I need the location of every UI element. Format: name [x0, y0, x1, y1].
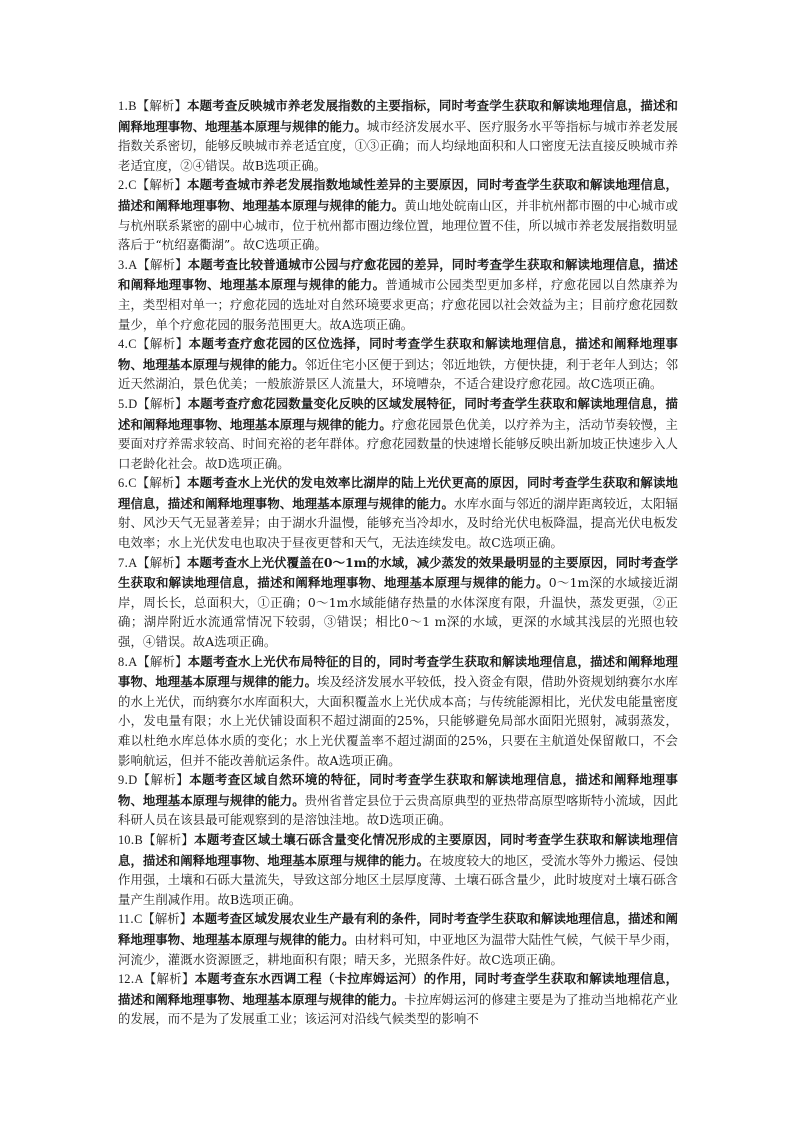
- question-number: 1: [118, 99, 125, 113]
- answer-letter: C: [128, 178, 137, 193]
- item-head: 本题考查比较普通城市公园与疗愈花园的差异，同时考查学生获取和解读地理信息，描述和阐释地理事物、地理基本原理与规律的能力。: [118, 256, 678, 293]
- answer-item-3: 3.A【解析】本题考查比较普通城市公园与疗愈花园的差异，同时考查学生获取和解读地理信息，描述和阐释地理事物、地理基本原理与规律的能力。普通城市公园类型更加多样，疗愈花园以自然康养为主，类型相对单一；疗愈花园的选址对自然环境要求更高；疗愈花园以社会效益为主；目前疗愈花园数量少，单个疗愈花园的服务范围更大。故A选项正确。: [118, 256, 678, 332]
- item-body: 卡拉库姆运河的修建主要是为了推动当地棉花产业的发展，而不是为了发展重工业；该运河对沿线气候类型的影响不: [118, 991, 678, 1027]
- question-number: 8: [118, 654, 125, 669]
- question-number: 2: [118, 178, 125, 193]
- question-number: 9: [118, 773, 125, 788]
- analysis-tag: 【解析】: [143, 971, 195, 987]
- item-head: 本题考查水上光伏覆盖在0～1m的水域，减少蒸发的效果最明显的主要原因，同时考查学生获取和解读地理信息，描述和阐释地理事物、地理基本原理与规律的能力。: [118, 554, 679, 591]
- analysis-tag: 【解析】: [137, 772, 190, 788]
- question-number: 11: [118, 912, 131, 927]
- answer-letter: B: [128, 99, 137, 113]
- analysis-tag: 【解析】: [142, 911, 193, 927]
- item-body: 贵州省普定县位于云贵高原典型的亚热带高原型喀斯特小流域，因此科研人员在该县最可能观察到的是溶蚀洼地。故D选项正确。: [118, 792, 679, 828]
- answer-letter: C: [128, 337, 137, 352]
- item-head: 本题考查疗愈花园的区位选择，同时考查学生获取和解读地理信息，描述和阐释地理事物、地理基本原理与规律的能力。: [118, 336, 678, 372]
- item-body: 普通城市公园类型更加多样，疗愈花园以自然康养为主，类型相对单一；疗愈花园的选址对自然环境要求更高；疗愈花园以社会效益为主；目前疗愈花园数量少，单个疗愈花园的服务范围更大。故A选项正确。: [118, 277, 678, 332]
- answer-letter: B: [134, 832, 143, 847]
- answer-item-7: 7.A【解析】本题考查水上光伏覆盖在0～1m的水域，减少蒸发的效果最明显的主要原因，同时考查学生获取和解读地理信息，描述和阐释地理事物、地理基本原理与规律的能力。0～1m深的水域接近湖岸，周长长，总面积大，①正确；0～1m水域能储存热量的水体深度有限，升温快，蒸发更强，②正确；湖岸附近水流通常情况下较弱，③错误；相比0～1 m深的水域，更深的水域其浅层的光照也较强，④错误。故A选项正确。: [118, 554, 679, 650]
- question-number: 6: [118, 476, 125, 491]
- item-body: 在坡度较大的地区，受流水等外力搬运、侵蚀作用强，土壤和石砾大量流失，导致这部分地区土层厚度薄、土壤石砾含量少，此时坡度对土壤石砾含量产生削减作用。故B选项正确。: [118, 852, 679, 907]
- analysis-tag: 【解析】: [136, 177, 188, 193]
- answer-item-10: 10.B【解析】本题考查区域土壤石砾含量变化情况形成的主要原因，同时考查学生获取和解读地理信息，描述和阐释地理事物、地理基本原理与规律的能力。在坡度较大的地区，受流水等外力搬运、侵蚀作用强，土壤和石砾大量流失，导致这部分地区土层厚度薄、土壤石砾含量少，此时坡度对土壤石砾含量产生削减作用。故B选项正确。: [118, 831, 679, 907]
- answer-letter: A: [134, 972, 144, 987]
- item-body: 城市经济发展水平、医疗服务水平等指标与城市养老发展指数关系密切，能够反映城市养老适宜度，①③正确；而人均绿地面积和人口密度无法直接反映城市养老适宜度，②④错误。故B选项正确。: [118, 118, 678, 173]
- answer-item-1: 1.B【解析】本题考查反映城市养老发展指数的主要指标，同时考查学生获取和解读地理信息，描述和阐释地理事物、地理基本原理与规律的能力。城市经济发展水平、医疗服务水平等指标与城市养老发展指数关系密切，能够反映城市养老适宜度，①③正确；而人均绿地面积和人口密度无法直接反映城市养老适宜度，②④错误。故B选项正确。: [118, 98, 678, 173]
- item-head: 本题考查水上光伏的发电效率比湖岸的陆上光伏更高的原因，同时考查学生获取和解读地理信息，描述和阐释地理事物、地理基本原理与规律的能力。: [118, 475, 678, 511]
- answer-item-8: 8.A【解析】本题考查水上光伏布局特征的目的，同时考查学生获取和解读地理信息，描述和阐释地理事物、地理基本原理与规律的能力。埃及经济发展水平较低，投入资金有限，借助外资规划纳赛尔水库的水上光伏，而纳赛尔水库面积大，大面积覆盖水上光伏成本高；与传统能源相比，光伏发电能量密度小，发电量有限；水上光伏铺设面积不超过湖面的25%，只能够避免局部水面阳光照射，减弱蒸发，难以杜绝水库总体水质的变化；水上光伏覆盖率不超过湖面的25%，只要在主航道处保留敞口，不会影响航运，但并不能改善航运条件。故A选项正确。: [118, 653, 678, 768]
- item-head: 本题考查区域自然环境的特征，同时考查学生获取和解读地理信息，描述和阐释地理事物、地理基本原理与规律的能力。: [118, 772, 678, 808]
- item-body: 由材料可知，中亚地区为温带大陆性气候，气候干旱少雨，河流少，灌溉水资源匮乏，耕地面积有限；晴天多，光照条件好。故C选项正确。: [118, 931, 678, 967]
- answer-letter: C: [134, 912, 143, 927]
- item-head: 本题考查疗愈花园数量变化反映的区域发展特征，同时考查学生获取和解读地理信息，描述和阐释地理事物、地理基本原理与规律的能力。: [118, 395, 678, 432]
- item-head: 本题考查城市养老发展指数地域性差异的主要原因，同时考查学生获取和解读地理信息，描述和阐释地理事物、地理基本原理与规律的能力。: [118, 177, 678, 213]
- item-head: 本题考查水上光伏布局特征的目的，同时考查学生获取和解读地理信息，描述和阐释地理事物、地理基本原理与规律的能力。: [118, 653, 678, 690]
- answer-item-6: 6.C【解析】本题考查水上光伏的发电效率比湖岸的陆上光伏更高的原因，同时考查学生获取和解读地理信息，描述和阐释地理事物、地理基本原理与规律的能力。水库水面与邻近的湖岸距离较近，太阳辐射、风沙天气无显著差异；由于湖水升温慢，能够充当冷却水，及时给光伏电板降温，提高光伏电板发电效率；水上光伏发电也取决于昼夜更替和天气，无法连续发电。故C选项正确。: [118, 475, 678, 551]
- analysis-tag: 【解析】: [142, 831, 195, 847]
- item-head: 本题考查东水西调工程（卡拉库姆运河）的作用，同时考查学生获取和解读地理信息，描述和阐释地理事物、地理基本原理与规律的能力。: [118, 971, 679, 1007]
- answer-letter: D: [128, 396, 138, 411]
- answer-item-9: 9.D【解析】本题考查区域自然环境的特征，同时考查学生获取和解读地理信息，描述和阐释地理事物、地理基本原理与规律的能力。贵州省普定县位于云贵高原典型的亚热带高原型喀斯特小流域，因此科研人员在该县最可能观察到的是溶蚀洼地。故D选项正确。: [118, 772, 679, 828]
- item-head: 本题考查区域发展农业生产最有利的条件，同时考查学生获取和解读地理信息，描述和阐释地理事物、地理基本原理与规律的能力。: [118, 911, 678, 947]
- question-number: 7: [118, 555, 125, 570]
- item-body: 黄山地处皖南山区，并非杭州都市圈的中心城市或与杭州联系紧密的副中心城市，位于杭州都市圈边缘位置，地理位置不佳，所以城市养老发展指数明显落后于“杭绍嘉衢湖”。故C选项正确。: [118, 197, 678, 253]
- item-body: 水库水面与邻近的湖岸距离较近，太阳辐射、风沙天气无显著差异；由于湖水升温慢，能够充当冷却水，及时给光伏电板降温，提高光伏电板发电效率；水上光伏发电也取决于昼夜更替和天气，无法连续发电。故C选项正确。: [118, 495, 678, 551]
- analysis-tag: 【解析】: [137, 653, 188, 669]
- analysis-tag: 【解析】: [136, 98, 188, 113]
- answer-item-5: 5.D【解析】本题考查疗愈花园数量变化反映的区域发展特征，同时考查学生获取和解读地理信息，描述和阐释地理事物、地理基本原理与规律的能力。疗愈花园景色优美，以疗养为主，活动节奏较慢，主要面对疗养需求较高、时间充裕的老年群体。疗愈花园数量的快速增长能够反映出新加坡正快速步入人口老龄化社会。故D选项正确。: [118, 395, 678, 471]
- answer-letter: A: [128, 555, 138, 570]
- question-number: 3: [118, 257, 125, 272]
- item-body: 邻近住宅小区便于到达；邻近地铁，方便快捷，利于老年人到达；邻近天然湖泊，景色优美；一般旅游景区人流量大，环境嘈杂，不适合建设疗愈花园。故C选项正确。: [118, 356, 679, 392]
- item-body: 0～1m深的水域接近湖岸，周长长，总面积大，①正确；0～1m水域能储存热量的水体深度有限，升温快，蒸发更强，②正确；湖岸附近水流通常情况下较弱，③错误；相比0～1 m深的水域，更深的水域其浅层的光照也较强，④错误。故A选项正确。: [118, 575, 678, 650]
- item-body: 埃及经济发展水平较低，投入资金有限，借助外资规划纳赛尔水库的水上光伏，而纳赛尔水库面积大，大面积覆盖水上光伏成本高；与传统能源相比，光伏发电能量密度小，发电量有限；水上光伏铺设面积不超过湖面的25%，只能够避免局部水面阳光照射，减弱蒸发，难以杜绝水库总体水质的变化；水上光伏覆盖率不超过湖面的25%，只要在主航道处保留敞口，不会影响航运，但并不能改善航运条件。故A选项正确。: [118, 674, 678, 768]
- item-head: 本题考查反映城市养老发展指数的主要指标，同时考查学生获取和解读地理信息，描述和阐释地理事物、地理基本原理与规律的能力。: [118, 98, 678, 134]
- answer-item-11: 11.C【解析】本题考查区域发展农业生产最有利的条件，同时考查学生获取和解读地理信息，描述和阐释地理事物、地理基本原理与规律的能力。由材料可知，中亚地区为温带大陆性气候，气候干旱少雨，河流少，灌溉水资源匮乏，耕地面积有限；晴天多，光照条件好。故C选项正确。: [118, 911, 678, 967]
- analysis-tag: 【解析】: [137, 554, 188, 570]
- analysis-tag: 【解析】: [137, 256, 188, 272]
- answer-explanations: [118, 96, 678, 1029]
- analysis-tag: 【解析】: [137, 395, 188, 411]
- question-number: 5: [118, 396, 125, 411]
- answer-item-2: 2.C【解析】本题考查城市养老发展指数地域性差异的主要原因，同时考查学生获取和解读地理信息，描述和阐释地理事物、地理基本原理与规律的能力。黄山地处皖南山区，并非杭州都市圈的中心城市或与杭州联系紧密的副中心城市，位于杭州都市圈边缘位置，地理位置不佳，所以城市养老发展指数明显落后于“杭绍嘉衢湖”。故C选项正确。: [118, 177, 678, 253]
- analysis-tag: 【解析】: [136, 336, 189, 352]
- answer-letter: C: [128, 476, 137, 491]
- answer-item-12: 12.A【解析】本题考查东水西调工程（卡拉库姆运河）的作用，同时考查学生获取和解读地理信息，描述和阐释地理事物、地理基本原理与规律的能力。卡拉库姆运河的修建主要是为了推动当地棉花产业的发展，而不是为了发展重工业；该运河对沿线气候类型的影响不: [118, 971, 679, 1027]
- answer-letter: A: [128, 654, 138, 669]
- answer-item-4: 4.C【解析】本题考查疗愈花园的区位选择，同时考查学生获取和解读地理信息，描述和阐释地理事物、地理基本原理与规律的能力。邻近住宅小区便于到达；邻近地铁，方便快捷，利于老年人到达；邻近天然湖泊，景色优美；一般旅游景区人流量大，环境嘈杂，不适合建设疗愈花园。故C选项正确。: [118, 336, 679, 392]
- analysis-tag: 【解析】: [136, 475, 188, 491]
- item-head: 本题考查区域土壤石砾含量变化情况形成的主要原因，同时考查学生获取和解读地理信息，描述和阐释地理事物、地理基本原理与规律的能力。: [118, 831, 679, 868]
- question-number: 4: [118, 337, 125, 352]
- question-number: 10: [118, 832, 131, 847]
- item-body: 疗愈花园景色优美，以疗养为主，活动节奏较慢，主要面对疗养需求较高、时间充裕的老年群体。疗愈花园数量的快速增长能够反映出新加坡正快速步入人口老龄化社会。故D选项正确。: [118, 416, 678, 471]
- answer-letter: A: [128, 257, 138, 272]
- question-number: 12: [118, 972, 131, 987]
- answer-letter: D: [128, 773, 138, 788]
